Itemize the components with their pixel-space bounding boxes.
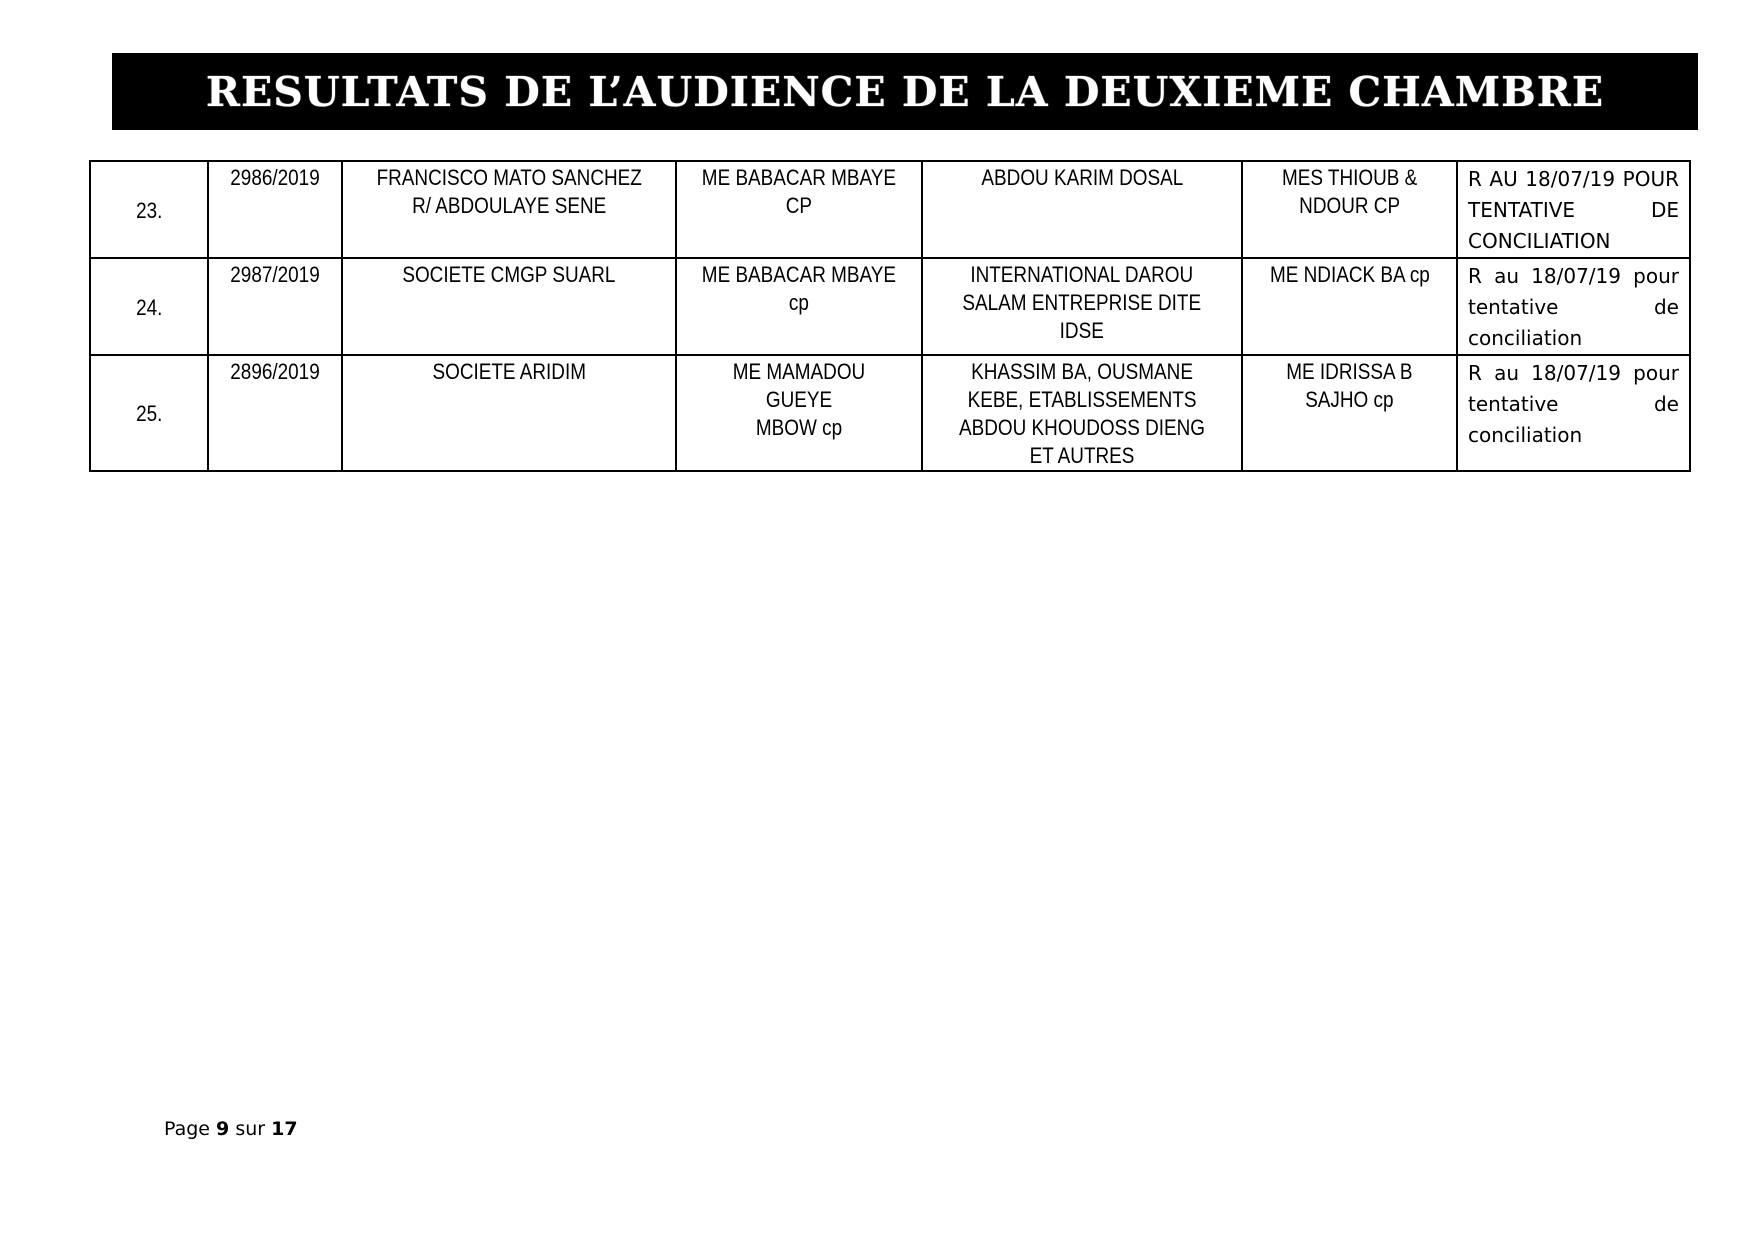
results-table <box>89 160 1691 472</box>
defendant-cell: INTERNATIONAL DAROU SALAM ENTREPRISE DITE IDSE <box>922 258 1242 355</box>
header-banner <box>112 53 1698 130</box>
decision-cell: R au 18/07/19 pour tentative de conciliation <box>1457 355 1690 471</box>
plaintiff-cell: FRANCISCO MATO SANCHEZ R/ ABDOULAYE SENE <box>342 161 676 258</box>
plaintiff-cell: SOCIETE CMGP SUARL <box>342 258 676 355</box>
table-row <box>90 355 1690 471</box>
plaintiff-cell: SOCIETE ARIDIM <box>342 355 676 471</box>
table-row <box>90 258 1690 355</box>
decision-cell: R AU 18/07/19 POUR TENTATIVE DE CONCILIATION <box>1457 161 1690 258</box>
table-row <box>90 161 1690 258</box>
defendant-counsel-cell: ME NDIACK BA cp <box>1242 258 1457 355</box>
row-number-cell: 23. <box>90 161 208 258</box>
decision-cell: R au 18/07/19 pour tentative de conciliation <box>1457 258 1690 355</box>
plaintiff-counsel-cell: ME BABACAR MBAYE cp <box>676 258 922 355</box>
case-number-cell: 2896/2019 <box>208 355 342 471</box>
defendant-cell: ABDOU KARIM DOSAL <box>922 161 1242 258</box>
case-number-cell: 2987/2019 <box>208 258 342 355</box>
page-footer <box>164 1118 298 1140</box>
row-number-cell: 25. <box>90 355 208 471</box>
page-current: 9 <box>216 1118 230 1140</box>
plaintiff-counsel-cell: ME BABACAR MBAYE CP <box>676 161 922 258</box>
case-number-cell: 2986/2019 <box>208 161 342 258</box>
page-title: RESULTATS DE L’AUDIENCE DE LA DEUXIEME CHAMBRE <box>205 67 1605 116</box>
page-separator: sur <box>235 1118 266 1140</box>
row-number-cell: 24. <box>90 258 208 355</box>
defendant-cell: KHASSIM BA, OUSMANE KEBE, ETABLISSEMENTS ABDOU KHOUDOSS DIENG ET AUTRES <box>922 355 1242 471</box>
page-total: 17 <box>271 1118 298 1140</box>
page-label: Page <box>164 1118 210 1140</box>
defendant-counsel-cell: ME IDRISSA B SAJHO cp <box>1242 355 1457 471</box>
plaintiff-counsel-cell: ME MAMADOU GUEYE MBOW cp <box>676 355 922 471</box>
defendant-counsel-cell: MES THIOUB & NDOUR CP <box>1242 161 1457 258</box>
